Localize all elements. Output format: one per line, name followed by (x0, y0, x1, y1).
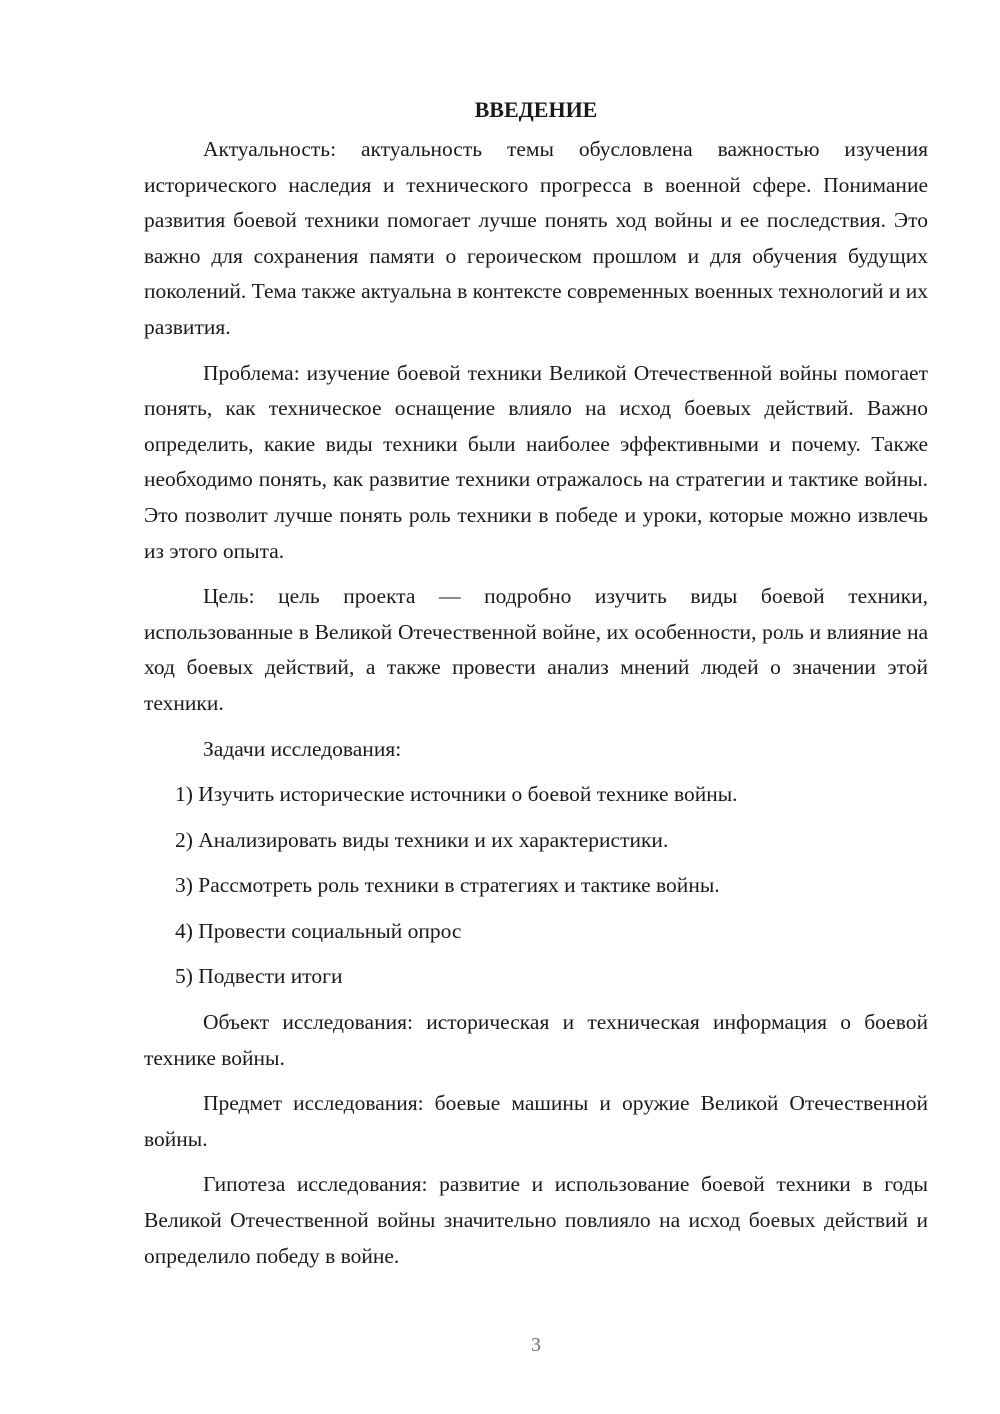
list-item: 1) Изучить исторические источники о боевой технике войны. (175, 782, 738, 807)
relevance-paragraph: Актуальность: актуальность темы обусловлена важностью изучения исторического наследия и технического прогресса в военной сфере. Понимание развития боевой техники помогает лучше понять ход войны и ее последствия. Это важно для сохранения памяти о героическом прошлом и для обучения будущих поколений. Тема также актуальна в контексте современных военных технологий и их развития. (144, 137, 928, 339)
object-paragraph: Объект исследования: историческая и техническая информация о боевой технике войны. (144, 1010, 928, 1070)
list-item: 3) Рассмотреть роль техники в стратегиях и тактике войны. (175, 873, 720, 898)
problem-paragraph: Проблема: изучение боевой техники Великой Отечественной войны помогает понять, как техническое оснащение влияло на исход боевых действий. Важно определить, какие виды техники были наиболее эффективными и почему. Также необходимо понять, как развитие техники отражалось на стратегии и тактике войны. Это позволит лучше понять роль техники в победе и уроки, которые можно извлечь из этого опыта. (144, 360, 928, 563)
subject-paragraph: Предмет исследования: боевые машины и оружие Великой Отечественной войны. (144, 1091, 928, 1151)
list-item: 5) Подвести итоги (175, 964, 343, 989)
page-number: 3 (531, 1334, 541, 1356)
list-item: 4) Провести социальный опрос (175, 918, 462, 943)
goal-paragraph: Цель: цель проекта — подробно изучить виды боевой техники, использованные в Великой Отечественной войне, их особенности, роль и влияние на ход боевых действий, а также провести анализ мнений людей о значении этой техники. (144, 584, 928, 715)
tasks-list (144, 777, 928, 995)
page-content (144, 94, 928, 1284)
hypothesis-paragraph: Гипотеза исследования: развитие и использование боевой техники в годы Великой Отечественной войны значительно повлияло на исход боевых действий и определило победу в войне. (144, 1172, 928, 1268)
tasks-heading: Задачи исследования: (203, 736, 402, 761)
page-title: ВВЕДЕНИЕ (474, 97, 598, 122)
list-item: 2) Анализировать виды техники и их характеристики. (175, 827, 669, 852)
